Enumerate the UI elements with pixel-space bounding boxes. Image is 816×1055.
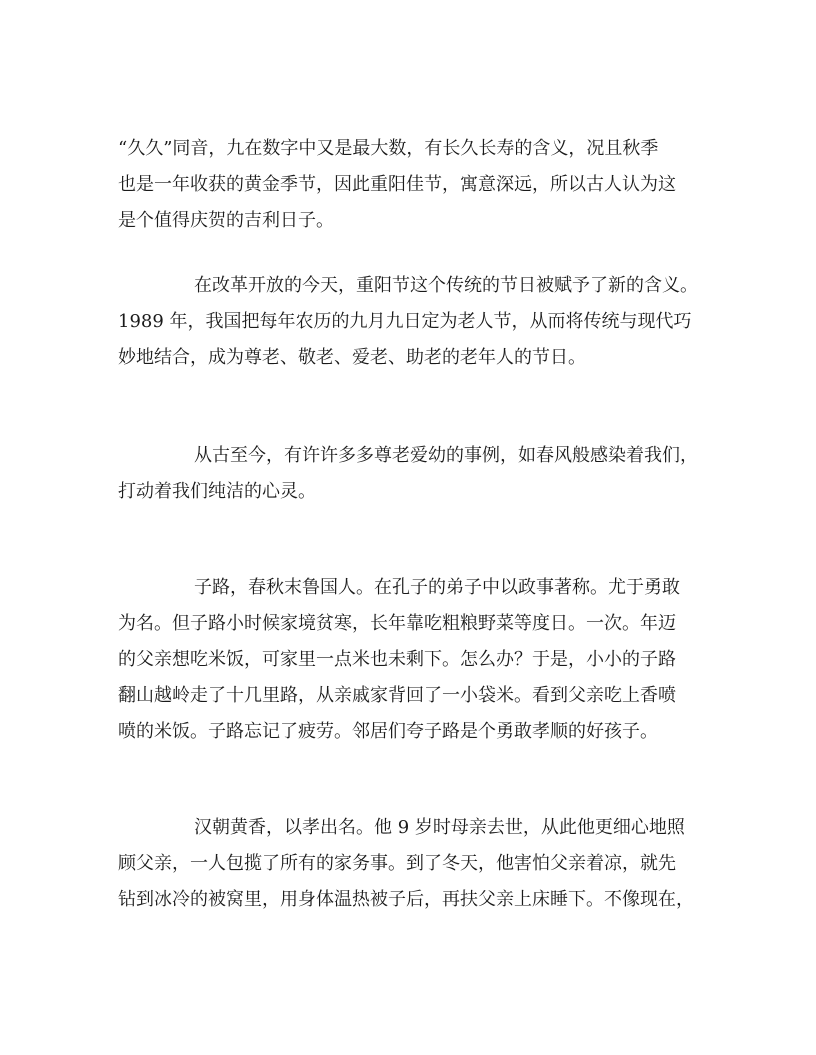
paragraph-5 — [118, 810, 702, 918]
paragraph-line: “久久”同音，九在数字中又是最大数，有长久长寿的含义，况且秋季 — [118, 138, 659, 159]
paragraph-line: 也是一年收获的黄金季节，因此重阳佳节，寓意深远，所以古人认为这 — [118, 174, 676, 195]
paragraph-2 — [118, 268, 702, 376]
paragraph-line: 的父亲想吃米饭，可家里一点米也未剩下。怎么办？于是，小小的子路 — [118, 649, 676, 670]
paragraph-3 — [118, 438, 702, 510]
paragraph-line: 顾父亲，一人包揽了所有的家务事。到了冬天，他害怕父亲着凉，就先 — [118, 853, 676, 874]
paragraph-line: 是个值得庆贺的吉利日子。 — [118, 210, 334, 231]
paragraph-line: 妙地结合，成为尊老、敬老、爱老、助老的老年人的节日。 — [118, 347, 586, 368]
paragraph-line: 在改革开放的今天，重阳节这个传统的节日被赋予了新的含义。 — [194, 275, 698, 296]
paragraph-line: 从古至今，有许许多多尊老爱幼的事例，如春风般感染着我们， — [194, 445, 698, 466]
paragraph-line: 为名。但子路小时候家境贫寒，长年靠吃粗粮野菜等度日。一次。年迈 — [118, 613, 676, 634]
paragraph-line: 1989 年，我国把每年农历的九月九日定为老人节，从而将传统与现代巧 — [118, 311, 692, 332]
paragraph-4 — [118, 570, 702, 750]
paragraph-line: 钻到冰冷的被窝里，用身体温热被子后，再扶父亲上床睡下。不像现在， — [118, 889, 694, 910]
paragraph-line: 打动着我们纯洁的心灵。 — [118, 481, 316, 502]
paragraph-line: 子路，春秋末鲁国人。在孔子的弟子中以政事著称。尤于勇敢 — [194, 577, 680, 598]
paragraph-line: 汉朝黄香，以孝出名。他 9 岁时母亲去世，从此他更细心地照 — [194, 817, 685, 838]
paragraph-1 — [118, 131, 702, 239]
paragraph-line: 喷的米饭。子路忘记了疲劳。邻居们夸子路是个勇敢孝顺的好孩子。 — [118, 721, 658, 742]
paragraph-line: 翻山越岭走了十几里路，从亲戚家背回了一小袋米。看到父亲吃上香喷 — [118, 685, 676, 706]
